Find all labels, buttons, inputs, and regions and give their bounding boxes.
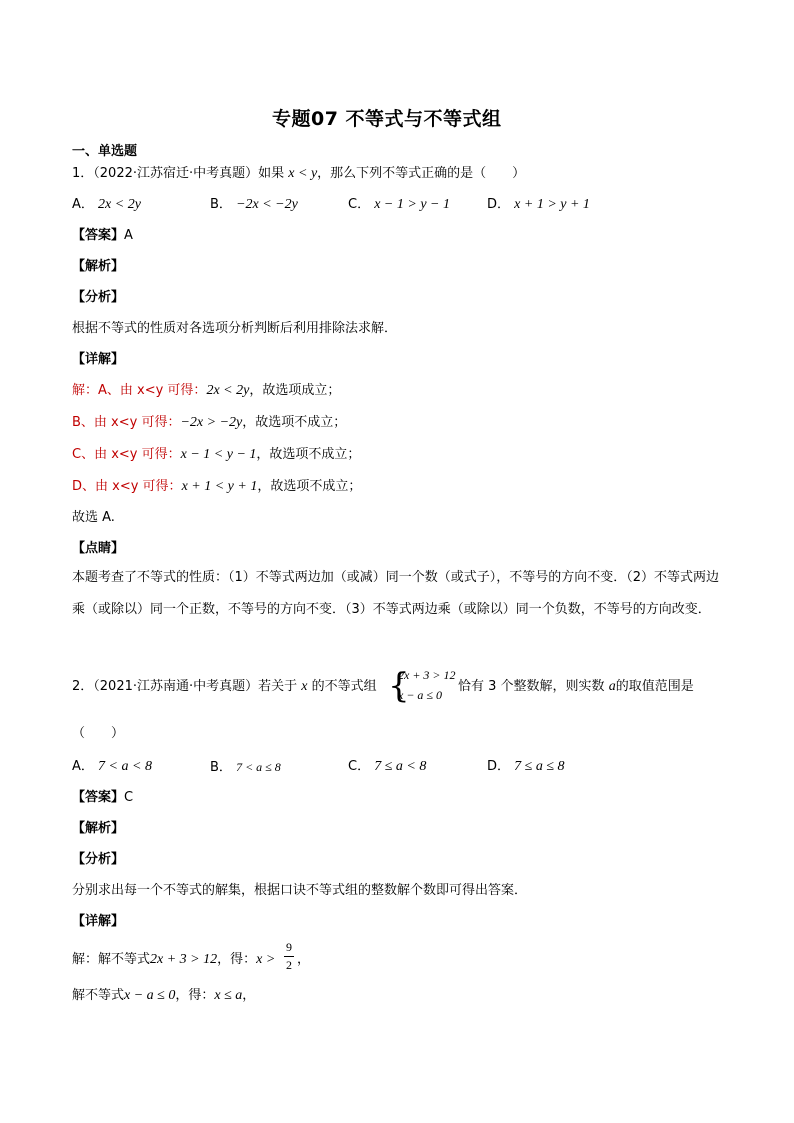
question-text: 恰有 3 个整数解，则实数 xyxy=(458,679,605,694)
option-d xyxy=(487,197,590,213)
system-line-1: 2x + 3 > 12 xyxy=(398,668,456,682)
option-label: B． xyxy=(210,197,232,212)
detail-line-b xyxy=(72,415,346,431)
detail-line-c xyxy=(72,447,360,463)
fraction-numerator: 9 xyxy=(286,940,292,954)
detail-pre: 解：A、由 x<y 可得： xyxy=(72,383,207,398)
option-label: D． xyxy=(487,759,511,774)
detail-post: ，故选项不成立； xyxy=(256,447,361,462)
question-number: 1． xyxy=(72,166,94,181)
detail-post: ，故选项不成立； xyxy=(257,479,362,494)
option-b xyxy=(210,197,298,213)
answer-value: A xyxy=(124,228,133,243)
option-expr: 7 ≤ a < 8 xyxy=(374,759,427,774)
answer-line xyxy=(72,228,133,244)
question-number: 2． xyxy=(72,679,94,694)
variable-a: a xyxy=(608,679,616,694)
question-2-stem-a xyxy=(72,679,377,695)
option-label: D． xyxy=(487,197,511,212)
option-label: A． xyxy=(72,759,94,774)
option-label: C． xyxy=(348,197,371,212)
question-text: 的不等式组 xyxy=(311,679,377,694)
option-c xyxy=(348,197,450,213)
answer-paren: （ ） xyxy=(72,726,125,741)
option-expr: −2x < −2y xyxy=(236,197,298,212)
analysis-tag: 【解析】 xyxy=(72,259,125,274)
system-line-2: x − a ≤ 0 xyxy=(398,688,443,702)
solve-expr: x − a ≤ 0 xyxy=(124,988,176,1003)
option-expr: 7 ≤ a ≤ 8 xyxy=(514,759,565,774)
fraction-denominator: 2 xyxy=(286,958,292,972)
question-text: 若关于 xyxy=(258,679,298,694)
condition-expr: x < y xyxy=(288,166,318,181)
detail-pre: C、由 x<y 可得： xyxy=(72,447,181,462)
solve-text: 解不等式 xyxy=(72,988,125,1003)
question-text: ，那么下列不等式正确的是（ ） xyxy=(317,166,526,181)
xiangjie-tag: 【详解】 xyxy=(72,352,125,367)
question-source: （2022·江苏宿迁·中考真题） xyxy=(93,166,259,181)
dianjing-text: 本题考查了不等式的性质：（1）不等式两边加（或减）同一个数（或式子），不等号的方向不变．（2）不等式两边乘（或除以）同一个正数，不等号的方向不变．（3）不等式两边乘（或除以）同一个负数，不等号的方向改变． xyxy=(72,570,720,617)
system-brace-icon: { xyxy=(388,666,410,706)
detail-expr: 2x < 2y xyxy=(206,383,250,398)
detail-expr: −2x > −2y xyxy=(180,415,243,430)
question-source: （2021·江苏南通·中考真题） xyxy=(93,679,259,694)
solve-expr: 2x + 3 > 12 xyxy=(150,952,218,967)
detail-post: ，故选项成立； xyxy=(249,383,341,398)
detail-expr: x − 1 < y − 1 xyxy=(180,447,257,462)
question-text: 如果 xyxy=(258,166,285,181)
solve-line-1 xyxy=(72,952,275,968)
option-expr: 7 < a ≤ 8 xyxy=(236,760,281,774)
option-expr: x − 1 > y − 1 xyxy=(374,197,450,212)
answer-line xyxy=(72,790,133,806)
analysis-tag: 【解析】 xyxy=(72,821,125,836)
question-2-stem-b xyxy=(458,679,694,695)
answer-value: C xyxy=(124,790,134,805)
fenxi-text: 分别求出每一个不等式的解集，根据口诀不等式组的整数解个数即可得出答案． xyxy=(72,883,528,898)
xiangjie-tag: 【详解】 xyxy=(72,914,125,929)
conclusion: 故选 A. xyxy=(72,510,115,525)
fenxi-text: 根据不等式的性质对各选项分析判断后利用排除法求解． xyxy=(72,321,398,336)
fraction-bar xyxy=(284,956,294,957)
option-label: A． xyxy=(72,197,94,212)
option-d xyxy=(487,759,565,775)
detail-pre: D、由 x<y 可得： xyxy=(72,479,182,494)
detail-post: ，故选项不成立； xyxy=(242,415,347,430)
solve-text: ，得： xyxy=(175,988,215,1003)
solve-text: 解：解不等式 xyxy=(72,952,151,967)
option-c xyxy=(348,759,426,775)
option-a xyxy=(72,197,141,213)
option-b xyxy=(210,759,281,776)
answer-tag: 【答案】 xyxy=(72,790,125,805)
solve-result: x ≤ a xyxy=(214,988,243,1003)
solve-end: ， xyxy=(297,952,311,967)
option-a xyxy=(72,759,152,775)
option-label: C． xyxy=(348,759,371,774)
variable-x: x xyxy=(301,679,308,694)
option-expr: x + 1 > y + 1 xyxy=(514,197,590,212)
solve-result: x > xyxy=(256,952,276,967)
dianjing-tag: 【点睛】 xyxy=(72,541,125,556)
section-heading: 一、单选题 xyxy=(72,144,138,159)
option-label: B． xyxy=(210,760,232,775)
detail-line-d xyxy=(72,479,361,495)
solve-text: ，得： xyxy=(217,952,257,967)
detail-expr: x + 1 < y + 1 xyxy=(181,479,258,494)
option-expr: 2x < 2y xyxy=(98,197,141,212)
answer-tag: 【答案】 xyxy=(72,228,125,243)
question-text: 的取值范围是 xyxy=(615,679,694,694)
question-1-stem xyxy=(72,166,525,182)
page-title: 专题07 不等式与不等式组 xyxy=(272,108,502,130)
detail-pre: B、由 x<y 可得： xyxy=(72,415,181,430)
option-expr: 7 < a < 8 xyxy=(98,759,152,774)
detail-line-a xyxy=(72,383,340,399)
solve-line-2 xyxy=(72,988,255,1004)
solve-text: ， xyxy=(242,988,256,1003)
fenxi-tag: 【分析】 xyxy=(72,290,125,305)
fenxi-tag: 【分析】 xyxy=(72,852,125,867)
